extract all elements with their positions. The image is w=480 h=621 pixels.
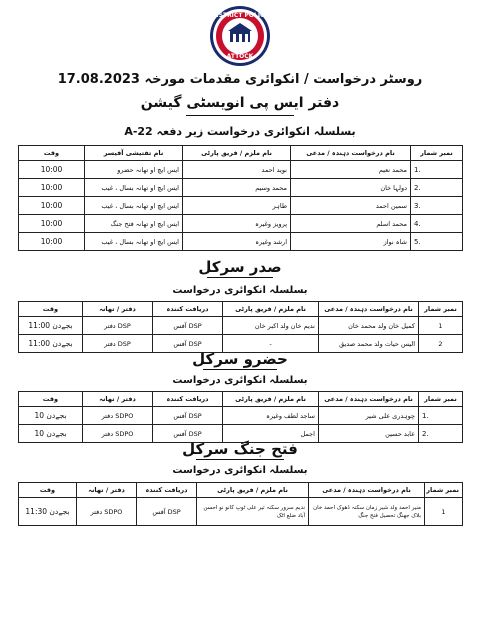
table-row: 1 کمیل خان ولد محمد خان ندیم خان ولد اکبر خان DSP آفس DSP دفتر 11:00 بجےدن [19, 317, 463, 335]
office-underline [186, 115, 294, 116]
col-time: وقت [19, 146, 85, 161]
col-officer: نام تفتیشی آفیسر [85, 146, 183, 161]
table-header-row: نمبر شمار نام درخواست دہندہ / مدعی نام ملزم / فریق پارٹی دریافت کنندہ دفتر / تھانہ وقت [19, 483, 463, 498]
table-row: 1. محمد نعیم نوید احمد ایس ایچ او تھانہ حضرو 10:00 [19, 161, 463, 179]
sadar-underline [207, 277, 273, 278]
col-accused: نام ملزم / فریق پارٹی [183, 146, 291, 161]
table-row: 3. سمین احمد طاہر ایس ایچ او تھانہ بسال ، غیب 10:00 [19, 197, 463, 215]
table-header-row: نمبر شمار نام درخواست دہندہ / مدعی نام ملزم / فریق پارٹی دریافت کنندہ دفتر / تھانہ وقت [19, 302, 463, 317]
table-row: 2. دولہا خان محمد وسیم ایس ایچ او تھانہ بسال ، غیب 10:00 [19, 179, 463, 197]
fateh-underline [196, 459, 284, 460]
district-police-logo [205, 4, 275, 68]
table-row: 1. چوہدری علی شیر ساجد لطف وغیرہ DSP آفس SDPO دفتر 10 بجےدن [19, 407, 463, 425]
col-applicant: نام درخواست دہندہ / مدعی [291, 146, 411, 161]
table-row: 4. محمد اسلم پرویز وغیرہ ایس ایچ او تھانہ فتح جنگ 10:00 [19, 215, 463, 233]
section-series-22a: بسلسلہ انکوائری درخواست زیر دفعہ 22-A [124, 125, 356, 138]
table-row: 5. شاہ نواز ارشد وغیرہ ایس ایچ او تھانہ بسال ، غیب 10:00 [19, 233, 463, 251]
svg-text:DISTRICT POLICE: DISTRICT POLICE [211, 12, 269, 19]
col-serial: نمبر شمار [411, 146, 463, 161]
table-header-row [19, 146, 463, 161]
page-title: روسٹر درخواست / انکوائری مقدمات مورخہ 17.08.2023 [57, 72, 423, 87]
table-header-row: نمبر شمار نام درخواست دہندہ / مدعی نام ملزم / فریق پارٹی دریافت کنندہ دفتر / تھانہ وقت [19, 392, 463, 407]
inquiry-22a-table [18, 145, 463, 251]
office-title: دفتر ایس پی انویسٹی گیشن [140, 95, 340, 111]
hazro-circle-table [18, 391, 463, 443]
table-row: 1 منیر احمد ولد شیر زمان سکنہ ڈھوک احمد خان بلاک جھنگ تحصیل فتح جنگ ندیم سرور سکنہ تیر علی ٹوپ کانو نو احسن آباد ضلع اٹک DSP آفس SDPO دفتر 11:30 بجےدن [19, 498, 463, 526]
fateh-jang-circle-title: فتح جنگ سرکل [182, 440, 298, 458]
table-row: 2. عابد حسین اجمل DSP آفس SDPO دفتر 10 بجےدن [19, 425, 463, 443]
fateh-series: بسلسلہ انکوائری درخواست [172, 465, 308, 476]
svg-text:ATTOCK: ATTOCK [226, 53, 254, 60]
hazro-circle-title: حضرو سرکل [192, 350, 288, 368]
sadar-circle-title: صدر سرکل [198, 258, 282, 276]
table-row: 2 الیس حیات ولد محمد صدیق - DSP آفس DSP دفتر 11:00 بجےدن [19, 335, 463, 353]
sadar-circle-table [18, 301, 463, 353]
hazro-underline [203, 369, 277, 370]
hazro-series: بسلسلہ انکوائری درخواست [172, 375, 308, 386]
fateh-jang-circle-table [18, 482, 463, 526]
sadar-series: بسلسلہ انکوائری درخواست [172, 285, 308, 296]
